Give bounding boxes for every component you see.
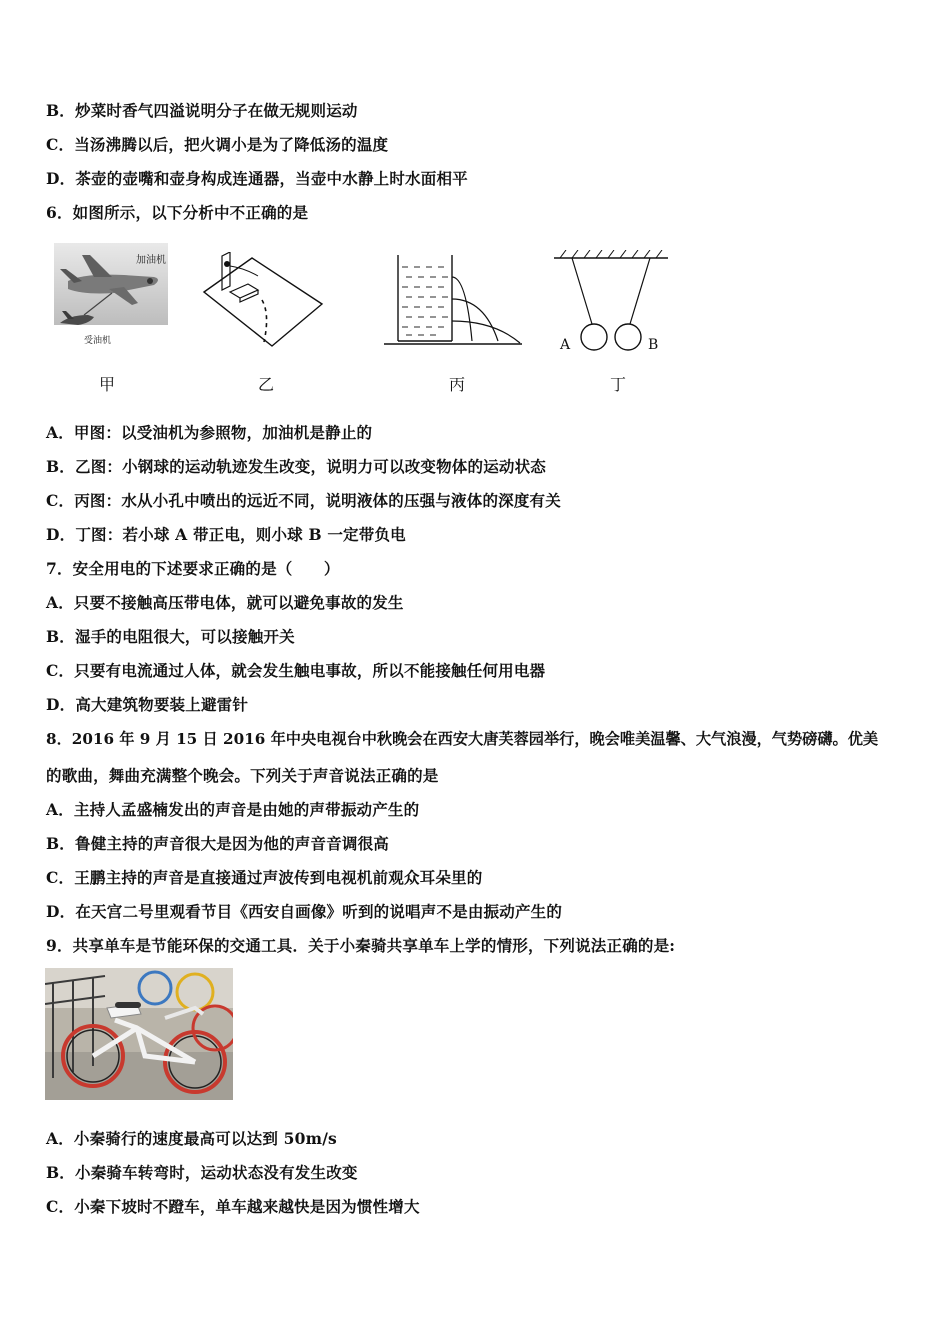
q8-option-d: D．在天宫二号里观看节目《西安自画像》听到的说唱声不是由振动产生的 bbox=[46, 902, 563, 921]
q6-option-d: D．丁图：若小球 A 带正电，则小球 B 一定带负电 bbox=[46, 525, 406, 544]
figure-jia-refueling-photo bbox=[54, 243, 168, 349]
q6-stem: 6．如图所示，以下分析中不正确的是 bbox=[46, 203, 309, 222]
q7-option-a: A．只要不接触高压带电体，就可以避免事故的发生 bbox=[46, 593, 404, 612]
q6-option-c: C．丙图：水从小孔中喷出的远近不同，说明液体的压强与液体的深度有关 bbox=[46, 491, 561, 510]
q5-option-d: D．茶壶的壶嘴和壶身构成连通器，当壶中水静上时水面相平 bbox=[46, 169, 468, 188]
q9-stem: 9．共享单车是节能环保的交通工具．关于小秦骑共享单车上学的情形，下列说法正确的是: bbox=[46, 936, 676, 955]
q8-stem-line1: 8．2016 年 9 月 15 日 2016 年中央电视台中秋晚会在西安大唐芙蓉园举行，晚会唯美温馨、大气浪漫，气势磅礴。优美 bbox=[46, 730, 879, 748]
figure-bing-water-jets bbox=[384, 255, 524, 347]
q5-option-b: B．炒菜时香气四溢说明分子在做无规则运动 bbox=[46, 101, 358, 120]
q7-option-b: B．湿手的电阻很大，可以接触开关 bbox=[46, 627, 295, 646]
q9-option-b: B．小秦骑车转弯时，运动状态没有发生改变 bbox=[46, 1163, 358, 1182]
figure-shared-bikes-photo bbox=[45, 968, 233, 1100]
q8-option-c: C．王鹏主持的声音是直接通过声波传到电视机前观众耳朵里的 bbox=[46, 868, 483, 887]
label-ball-a: A bbox=[560, 337, 571, 353]
q6-option-a: A．甲图：以受油机为参照物，加油机是静止的 bbox=[46, 423, 373, 442]
figure-yi-ball-magnet bbox=[200, 252, 328, 352]
caption-yi: 乙 bbox=[258, 375, 275, 394]
q8-option-b: B．鲁健主持的声音很大是因为他的声音音调很高 bbox=[46, 834, 390, 853]
label-ball-b: B bbox=[648, 337, 659, 353]
caption-bing: 丙 bbox=[449, 375, 466, 394]
q7-option-d: D．高大建筑物要装上避雷针 bbox=[46, 695, 249, 714]
label-tanker: 加油机 bbox=[136, 255, 166, 266]
q7-stem: 7．安全用电的下述要求正确的是（ ） bbox=[46, 559, 340, 578]
q8-option-a: A．主持人孟盛楠发出的声音是由她的声带振动产生的 bbox=[46, 800, 420, 819]
caption-ding: 丁 bbox=[610, 375, 627, 394]
q5-option-c: C．当汤沸腾以后，把火调小是为了降低汤的温度 bbox=[46, 135, 389, 154]
figure-ding-charged-balls bbox=[554, 250, 670, 354]
q7-option-c: C．只要有电流通过人体，就会发生触电事故，所以不能接触任何用电器 bbox=[46, 661, 546, 680]
q6-option-b: B．乙图：小钢球的运动轨迹发生改变，说明力可以改变物体的运动状态 bbox=[46, 457, 547, 476]
label-receiver: 受油机 bbox=[84, 336, 112, 346]
q8-stem-line2: 的歌曲，舞曲充满整个晚会。下列关于声音说法正确的是 bbox=[46, 766, 439, 785]
q9-option-a: A．小秦骑行的速度最高可以达到 50m/s bbox=[46, 1129, 337, 1148]
q9-option-c: C．小秦下坡时不蹬车，单车越来越快是因为惯性增大 bbox=[46, 1197, 420, 1216]
caption-jia: 甲 bbox=[99, 375, 116, 394]
